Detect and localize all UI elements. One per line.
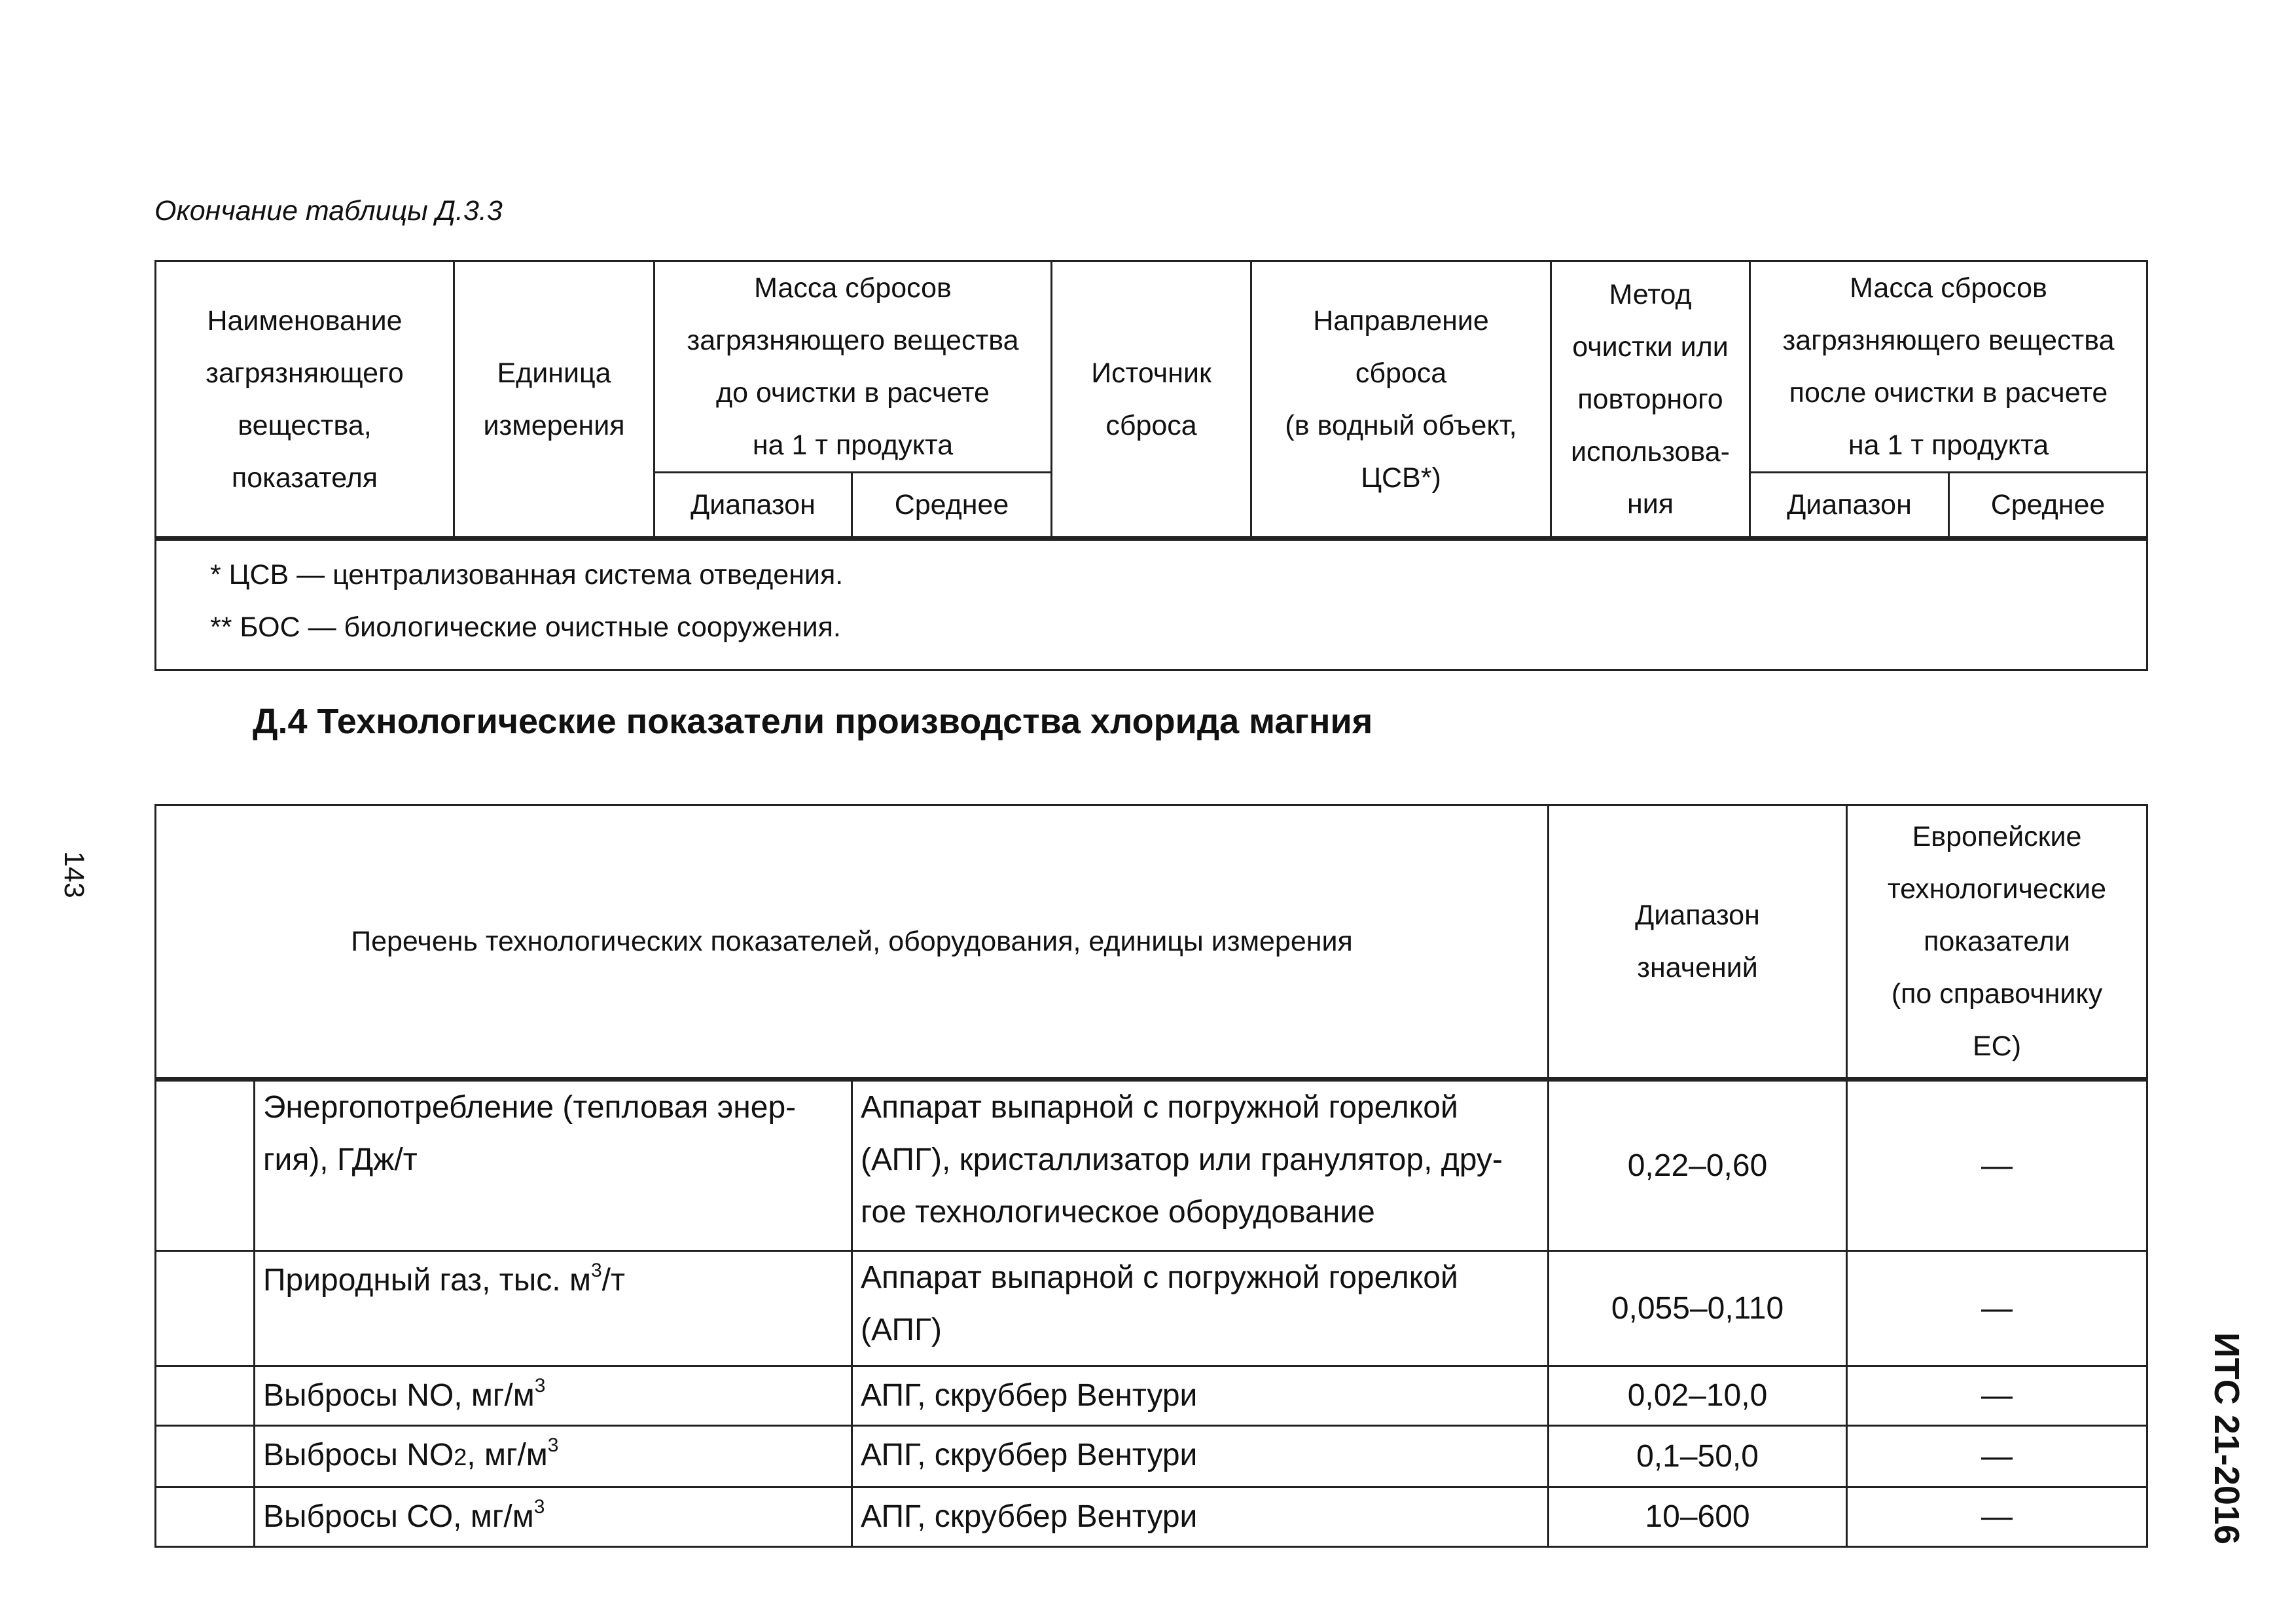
table-row bbox=[156, 1487, 2147, 1547]
header-mass-after-line: загрязняющего вещества bbox=[1782, 325, 2115, 356]
header-eu-line: Европейские bbox=[1912, 821, 2082, 852]
indicator-superscript: 3 bbox=[590, 1260, 602, 1281]
indicator-cell bbox=[255, 1366, 852, 1426]
header-name-line: вещества, bbox=[238, 409, 372, 441]
eu-value: — bbox=[1847, 1366, 2147, 1426]
header-name bbox=[156, 261, 454, 539]
table1-notes-row bbox=[156, 539, 2147, 670]
header-direction-line: Направление bbox=[1313, 304, 1489, 337]
header-method-line: ния bbox=[1626, 488, 1674, 520]
header-name-line: загрязняющего bbox=[206, 357, 404, 389]
header-method-line: Метод bbox=[1609, 278, 1692, 310]
indicator-text-suffix: /т bbox=[601, 1263, 625, 1298]
range-value: 10–600 bbox=[1549, 1487, 1847, 1547]
eu-value: — bbox=[1847, 1251, 2147, 1366]
table1-notes bbox=[156, 539, 2147, 670]
footnote-csv: * ЦСВ — централизованная система отведения. bbox=[210, 559, 844, 591]
indicator-superscript: 3 bbox=[547, 1434, 559, 1456]
document-code: ИТС 21-2016 bbox=[2207, 1332, 2246, 1544]
indicator-cell bbox=[255, 1251, 852, 1366]
header-source-line: Источник bbox=[1091, 357, 1211, 389]
equipment-line: Аппарат выпарной с погружной горелкой bbox=[861, 1090, 1458, 1125]
indicator-text: Выбросы NO bbox=[263, 1438, 454, 1472]
table2-header-row bbox=[156, 805, 2147, 1080]
indicator-text: Выбросы NO, мг/м bbox=[263, 1378, 535, 1413]
indicator-text: Природный газ, тыс. м bbox=[263, 1263, 591, 1298]
header-direction-line: (в водный объект, bbox=[1285, 409, 1517, 441]
footnote-bos: ** БОС — биологические очистные сооружения. bbox=[210, 611, 841, 643]
header-name-line: показателя bbox=[231, 462, 378, 494]
header-eu-line: (по справочнику bbox=[1891, 978, 2103, 1010]
indicator-superscript: 3 bbox=[533, 1496, 545, 1518]
header-unit bbox=[454, 261, 655, 539]
row-index-cell bbox=[156, 1487, 255, 1547]
header-mass-before-line: до очистки в расчете bbox=[716, 377, 990, 409]
section-title: Д.4 Технологические показатели производства хлорида магния bbox=[253, 702, 1373, 741]
header-method bbox=[1551, 261, 1750, 539]
indicator-cell bbox=[255, 1080, 852, 1251]
indicator-cell bbox=[255, 1426, 852, 1487]
table-row bbox=[156, 1366, 2147, 1426]
header-range-line: значений bbox=[1637, 952, 1758, 983]
header-mass-after-line: на 1 т продукта bbox=[1848, 429, 2049, 461]
equipment-cell bbox=[852, 1251, 1549, 1366]
equipment-cell: АПГ, скруббер Вентури bbox=[852, 1426, 1549, 1487]
row-index-cell bbox=[156, 1366, 255, 1426]
equipment-line: (АПГ), кристаллизатор или гранулятор, дру- bbox=[861, 1142, 1503, 1177]
indicator-line: гия), ГДж/т bbox=[263, 1142, 418, 1177]
range-value: 0,1–50,0 bbox=[1549, 1426, 1847, 1487]
header-mass-before bbox=[655, 261, 1052, 473]
equipment-line: (АПГ) bbox=[861, 1313, 942, 1347]
header-eu-line: ЕС) bbox=[1972, 1030, 2022, 1062]
header-eu-line: показатели bbox=[1924, 926, 2070, 957]
header-unit-line: измерения bbox=[483, 409, 625, 441]
row-index-cell bbox=[156, 1251, 255, 1366]
equipment-cell: АПГ, скруббер Вентури bbox=[852, 1487, 1549, 1547]
header-after-average: Среднее bbox=[1949, 473, 2147, 539]
indicator-text: Выбросы СО, мг/м bbox=[263, 1499, 534, 1534]
page-number: 143 bbox=[58, 851, 90, 898]
table-row bbox=[156, 1080, 2147, 1251]
header-source bbox=[1052, 261, 1251, 539]
header-range bbox=[1549, 805, 1847, 1080]
equipment-cell bbox=[852, 1080, 1549, 1251]
header-direction bbox=[1251, 261, 1551, 539]
header-before-average: Среднее bbox=[852, 473, 1052, 539]
table-row bbox=[156, 1426, 2147, 1487]
row-index-cell bbox=[156, 1426, 255, 1487]
header-unit-line: Единица bbox=[497, 357, 611, 389]
range-value: 0,22–0,60 bbox=[1549, 1080, 1847, 1251]
indicator-superscript: 3 bbox=[534, 1375, 546, 1396]
equipment-line: Аппарат выпарной с погружной горелкой bbox=[861, 1260, 1458, 1295]
header-mass-after-line: Масса сбросов bbox=[1850, 272, 2047, 304]
indicator-line: Энергопотребление (тепловая энер- bbox=[263, 1090, 797, 1125]
eu-value: — bbox=[1847, 1426, 2147, 1487]
indicator-text-mid: , мг/м bbox=[467, 1438, 548, 1472]
indicator-cell bbox=[255, 1487, 852, 1547]
header-name-line: Наименование bbox=[207, 304, 403, 337]
header-mass-before-line: Масса сбросов bbox=[754, 272, 952, 304]
header-after-range: Диапазон bbox=[1750, 473, 1949, 539]
header-mass-after bbox=[1750, 261, 2147, 473]
header-mass-before-line: загрязняющего вещества bbox=[687, 325, 1019, 356]
range-value: 0,02–10,0 bbox=[1549, 1366, 1847, 1426]
header-method-line: использова- bbox=[1570, 435, 1730, 467]
header-before-range: Диапазон bbox=[655, 473, 852, 539]
range-value: 0,055–0,110 bbox=[1549, 1251, 1847, 1366]
header-list: Перечень технологических показателей, оборудования, единицы измерения bbox=[156, 805, 1549, 1080]
eu-value: — bbox=[1847, 1487, 2147, 1547]
header-mass-before-line: на 1 т продукта bbox=[752, 429, 954, 461]
header-eu-line: технологические bbox=[1887, 873, 2107, 905]
header-source-line: сброса bbox=[1105, 409, 1197, 441]
header-range-line: Диапазон bbox=[1635, 900, 1760, 931]
header-eu bbox=[1847, 805, 2147, 1080]
header-method-line: повторного bbox=[1577, 383, 1723, 415]
equipment-line: гое технологическое оборудование bbox=[861, 1195, 1375, 1230]
table-d33-end bbox=[154, 260, 2148, 671]
table-row bbox=[156, 1251, 2147, 1366]
equipment-cell: АПГ, скруббер Вентури bbox=[852, 1366, 1549, 1426]
indicator-subscript: 2 bbox=[454, 1444, 467, 1470]
eu-value: — bbox=[1847, 1080, 2147, 1251]
row-index-cell bbox=[156, 1080, 255, 1251]
header-mass-after-line: после очистки в расчете bbox=[1789, 377, 2108, 409]
table-d4 bbox=[154, 804, 2148, 1548]
table1-header-row bbox=[156, 261, 2147, 473]
header-direction-line: ЦСВ*) bbox=[1361, 462, 1441, 494]
header-direction-line: сброса bbox=[1355, 357, 1447, 389]
table-caption: Окончание таблицы Д.3.3 bbox=[154, 195, 503, 227]
header-method-line: очистки или bbox=[1572, 331, 1729, 363]
